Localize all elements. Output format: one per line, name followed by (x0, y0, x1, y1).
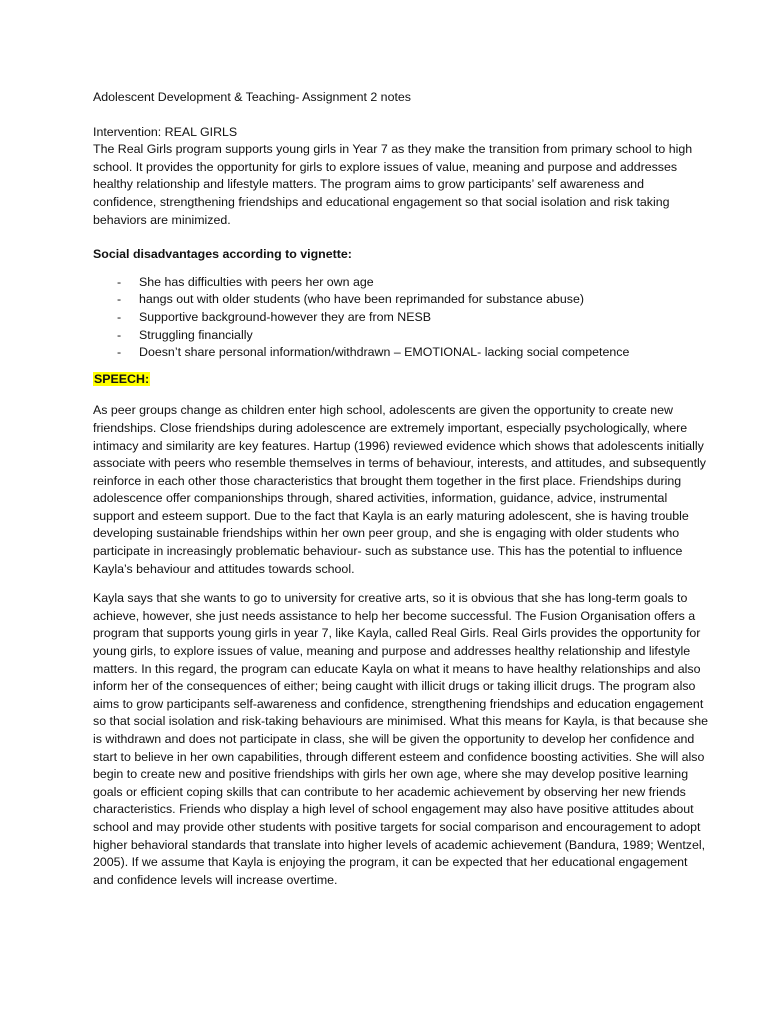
speech-heading: SPEECH: (94, 371, 150, 386)
speech-heading-wrap (93, 371, 708, 389)
list-item: - hangs out with older students (who have been reprimanded for substance abuse) (93, 291, 708, 309)
speech-paragraph-2: Kayla says that she wants to go to university for creative arts, so it is obvious that she has long-term goals to achieve, however, she just needs assistance to help her become successful. The Fusion Organisation offers a program that supports young girls in year 7, like Kayla, called Real Girls. Real Girls provides the opportunity for young girls, to explore issues of value, meaning and purpose and addresses healthy relationship and lifestyle matters. In this regard, the program can educate Kayla on what it means to have healthy relationships and also inform her of the consequences of either; being caught with illicit drugs or taking illicit drugs. The program also aims to grow participants self-awareness and confidence, strengthening friendships and education engagement so that social isolation and risk-taking behaviours are minimised. What this means for Kayla, is that because she is withdrawn and does not participate in class, she will be given the opportunity to develop her confidence and start to believe in her own capabilities, through different esteem and confidence boosting activities. She will also begin to create new and positive friendships with girls her own age, where she may develop positive learning goals or efficient coping skills that can contribute to her academic achievement by observing her new friends characteristics. Friends who display a high level of school engagement may also have positive attitudes about school and may provide other students with positive targets for social comparison and encouragement to adopt higher behavioral standards that translate into higher levels of academic achievement (Bandura, 1989; Wentzel, 2005). If we assume that Kayla is enjoying the program, it can be expected that her educational engagement and confidence levels will increase overtime. (93, 591, 709, 887)
social-disadvantages-heading: Social disadvantages according to vignette: (93, 247, 352, 262)
intervention-section (93, 124, 708, 230)
list-item: - Struggling financially (93, 327, 708, 345)
document-title: Adolescent Development & Teaching- Assignment 2 notes (93, 90, 411, 104)
disadvantages-list (93, 274, 708, 362)
intervention-label: Intervention: REAL GIRLS (93, 124, 238, 139)
intervention-description: The Real Girls program supports young girls in Year 7 as they make the transition from primary school to high school. It provides the opportunity for girls to explore issues of value, meaning and purpose and addresses healthy relationship and lifestyle matters. The program aims to grow participants’ self awareness and confidence, strengthening friendships and educational engagement so that social isolation and risk taking behaviors are minimized. (93, 142, 693, 227)
list-item: - Doesn’t share personal information/withdrawn – EMOTIONAL- lacking social competence (93, 344, 708, 362)
speech-paragraph-1: As peer groups change as children enter high school, adolescents are given the opportunity to create new friendships. Close friendships during adolescence are extremely important, especially psychologically, where intimacy and similarity are key features. Hartup (1996) reviewed evidence which shows that adolescents initially associate with peers who resemble themselves in terms of behaviour, interests, and attitudes, and subsequently reinforce in each other those characteristics that brought them together in the first place. Friendships during adolescence offer companionships through, shared activities, information, guidance, advice, instrumental support and esteem support. Due to the fact that Kayla is an early maturing adolescent, she is having trouble developing sustainable friendships within her own peer group, and she is engaging with older students who participate in increasingly problematic behaviour- such as substance use. This has the potential to influence Kayla’s behaviour and attitudes towards school. (93, 403, 706, 576)
list-item: - Supportive background-however they are from NESB (93, 309, 708, 327)
list-item: - She has difficulties with peers her own age (93, 274, 708, 292)
